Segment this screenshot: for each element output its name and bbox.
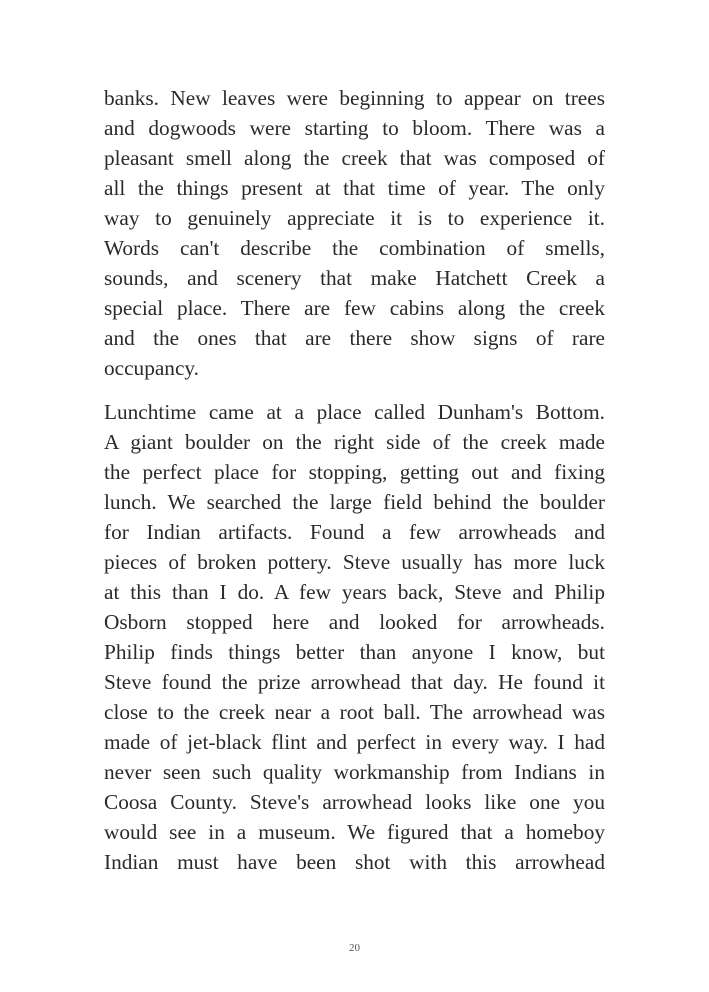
text-line: lunch. We searched the large field behind the boulder [104,490,605,514]
text-line: and the ones that are there show signs of rare [104,326,605,350]
page-number: 20 [349,942,360,954]
text-line: sounds, and scenery that make Hatchett Creek a [104,266,605,290]
page-body [104,83,605,877]
text-line: would see in a museum. We figured that a homeboy [104,820,605,844]
text-line: never seen such quality workmanship from Indians in [104,760,605,784]
paragraph-1 [104,83,605,383]
text-line: special place. There are few cabins along the creek [104,296,605,320]
text-line: A giant boulder on the right side of the creek made [104,430,605,454]
text-line: Indian must have been shot with this arrowhead [104,850,605,874]
text-line: way to genuinely appreciate it is to experience it. [104,206,605,230]
text-line: Osborn stopped here and looked for arrowheads. [104,610,605,634]
text-line: occupancy. [104,356,199,380]
text-line: Steve found the prize arrowhead that day. He found it [104,670,605,694]
text-line: Words can't describe the combination of smells, [104,236,605,260]
paragraph-2 [104,397,605,877]
text-line: at this than I do. A few years back, Steve and Philip [104,580,605,604]
text-line: Lunchtime came at a place called Dunham's Bottom. [104,400,605,424]
text-line: all the things present at that time of year. The only [104,176,605,200]
text-line: banks. New leaves were beginning to appear on trees [104,86,605,110]
text-line: pleasant smell along the creek that was composed of [104,146,605,170]
text-line: and dogwoods were starting to bloom. There was a [104,116,605,140]
text-line: pieces of broken pottery. Steve usually has more luck [104,550,605,574]
text-line: Philip finds things better than anyone I know, but [104,640,605,664]
text-line: for Indian artifacts. Found a few arrowheads and [104,520,605,544]
text-line: Coosa County. Steve's arrowhead looks like one you [104,790,605,814]
text-line: the perfect place for stopping, getting out and fixing [104,460,605,484]
text-line: made of jet-black flint and perfect in every way. I had [104,730,605,754]
text-line: close to the creek near a root ball. The arrowhead was [104,700,605,724]
